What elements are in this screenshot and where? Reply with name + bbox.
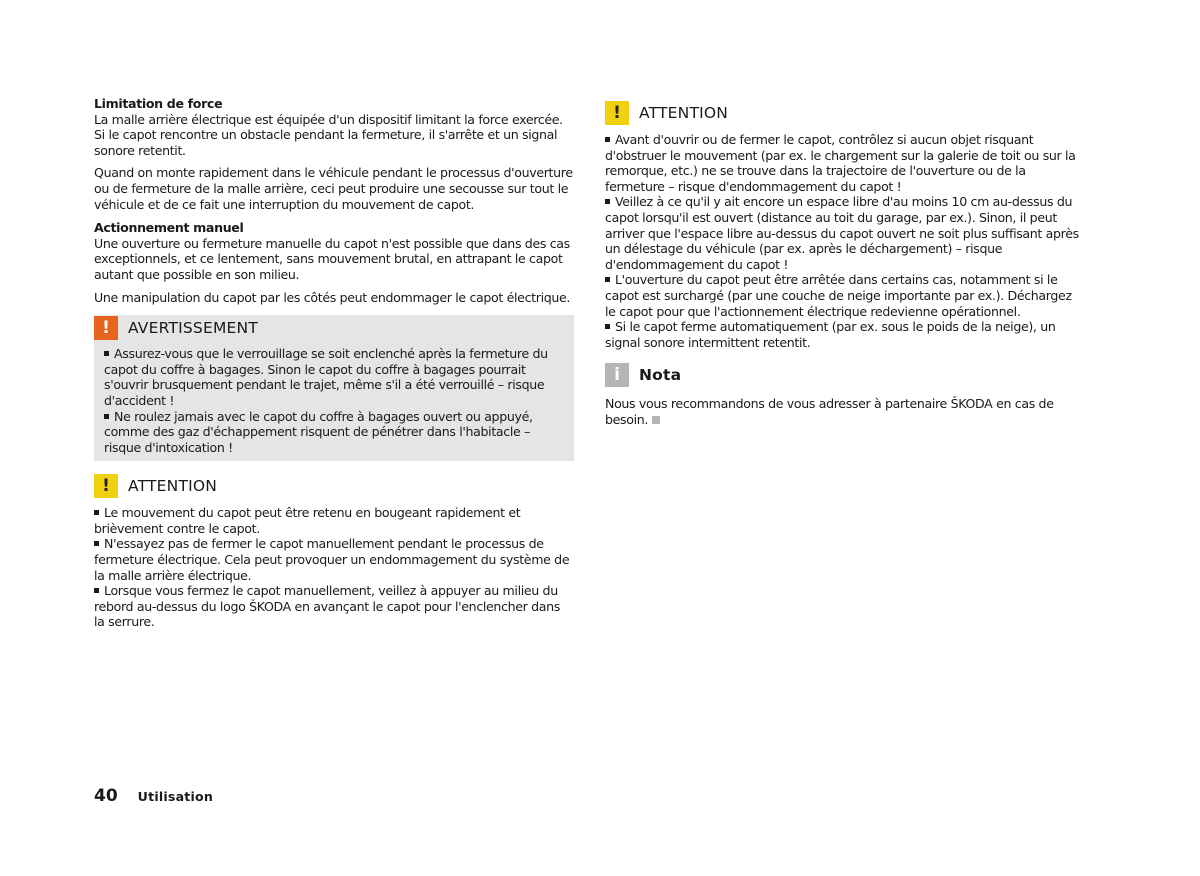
force-limit-heading: Limitation de force [94, 96, 223, 111]
nota-text: Nous vous recommandons de vous adresser à partenaire ŠKODA en cas de besoin. [605, 396, 1054, 427]
manual-operation-text: Une ouverture ou fermeture manuelle du capot n'est possible que dans des cas exceptionnels, et ce lentement, sans mouvement brutal, en attrapant le capot autant que possible en son milieu. [94, 235, 570, 282]
page-footer [94, 786, 213, 806]
manual-operation-section [94, 220, 574, 305]
force-limit-paragraph [94, 96, 574, 158]
page-number: 40 [94, 786, 118, 806]
attention-box-left [94, 473, 574, 630]
exclamation-attention-icon: ! [94, 474, 118, 498]
warning-item: Ne roulez jamais avec le capot du coffre à bagages ouvert ou appuyé, comme des gaz d'échappement risquent de pénétrer dans l'habitacle – risque d'intoxication ! [104, 408, 533, 455]
attention-items-right [605, 126, 1085, 350]
attention-title-left: ATTENTION [128, 477, 218, 496]
attention-item: N'essayez pas de fermer le capot manuellement pendant le processus de fermeture électrique. Cela peut provoquer un endommagement du système de la malle arrière électrique. [94, 536, 570, 583]
nota-header [605, 362, 1085, 388]
bullet-icon [104, 414, 109, 419]
attention-item: Le mouvement du capot peut être retenu en bougeant rapidement et brièvement contre le capot. [94, 505, 521, 536]
warning-items [94, 341, 574, 455]
warning-box [94, 315, 574, 461]
attention-header-left [94, 473, 574, 499]
bullet-icon [605, 324, 610, 329]
nota-title: Nota [639, 366, 682, 385]
force-limit-section [94, 96, 574, 212]
bullet-icon [94, 510, 99, 515]
attention-item: L'ouverture du capot peut être arrêtée dans certains cas, notamment si le capot est surchargé (par une couche de neige importante par ex.). Déchargez le capot pour que l'actionnement électrique redevienne opérationnel. [605, 272, 1072, 319]
attention-items-left [94, 499, 574, 630]
bullet-icon [605, 277, 610, 282]
manual-operation-paragraph [94, 220, 574, 282]
nota-text-paragraph [605, 396, 1085, 427]
bullet-icon [94, 541, 99, 546]
force-limit-text-2: Quand on monte rapidement dans le véhicule pendant le processus d'ouverture ou de fermeture de la malle arrière, ceci peut produire une secousse sur tout le véhicule et de ce fait une interruption du mouvement de capot. [94, 165, 573, 212]
end-of-section-icon [652, 416, 660, 424]
nota-box [605, 362, 1085, 427]
bullet-icon [605, 137, 610, 142]
section-name: Utilisation [137, 789, 214, 804]
force-limit-text: La malle arrière électrique est équipée d'un dispositif limitant la force exercée. Si le capot rencontre un obstacle pendant la fermeture, il s'arrête et un signal sonore retentit. [94, 111, 563, 158]
manual-operation-heading: Actionnement manuel [94, 220, 244, 236]
warning-title: AVERTISSEMENT [128, 319, 258, 338]
bullet-icon [94, 588, 99, 593]
manual-operation-text-2: Une manipulation du capot par les côtés peut endommager le capot électrique. [94, 289, 571, 305]
bullet-icon [104, 351, 109, 356]
attention-title-right: ATTENTION [639, 104, 729, 122]
attention-box-right [605, 100, 1085, 350]
left-column [94, 96, 574, 630]
warning-header [94, 315, 574, 341]
attention-item: Veillez à ce qu'il y ait encore un espace libre d'au moins 10 cm au-dessus du capot lorsqu'il est ouvert (distance au toit du garage, par ex.). Sinon, il peut arriver que l'espace libre au-dessus du capot ouvert ne soit plus suffisant après un délestage du véhicule (par ex. après le déchargement) – risque d'endommagement du capot ! [605, 194, 1079, 272]
info-icon: i [605, 363, 629, 387]
attention-item: Si le capot ferme automatiquement (par ex. sous le poids de la neige), un signal sonore intermittent retentit. [605, 319, 1056, 350]
attention-header-right [605, 100, 1085, 126]
attention-item: Lorsque vous fermez le capot manuellement, veillez à appuyer au milieu du rebord au-dessus du logo ŠKODA en avançant le capot pour l'enclencher dans la serrure. [94, 583, 561, 630]
warning-item: Assurez-vous que le verrouillage se soit enclenché après la fermeture du capot du coffre à bagages. Sinon le capot du coffre à bagages pourrait s'ouvrir brusquement pendant le trajet, même s'il a été verrouillé – risque d'accident ! [104, 346, 548, 408]
bullet-icon [605, 199, 610, 204]
attention-item: Avant d'ouvrir ou de fermer le capot, contrôlez si aucun objet risquant d'obstruer le mouvement (par ex. le chargement sur la galerie de toit ou sur la remorque, etc.) ne se trouve dans la trajectoire de l'ouverture ou de la fermeture – risque d'endommagement du capot ! [605, 132, 1076, 194]
right-column [605, 96, 1085, 428]
exclamation-attention-icon: ! [605, 101, 629, 125]
exclamation-warning-icon: ! [94, 316, 118, 340]
